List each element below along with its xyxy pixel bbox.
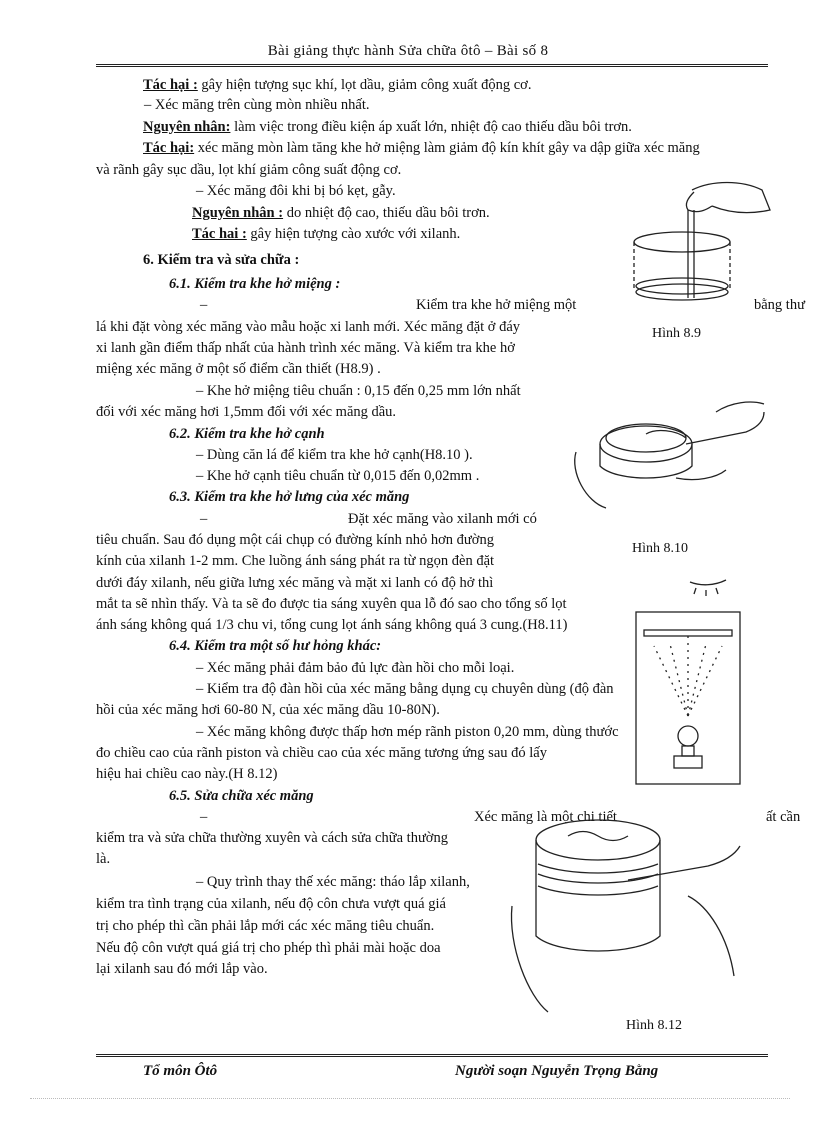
text-line: Nguyên nhân: làm việc trong điều kiện áp xuất lớn, nhiệt độ cao thiếu dầu bôi trơn. <box>143 119 632 135</box>
text-line: hồi của xéc măng hơi 60-80 N, của xéc măng dầu 10-80N). <box>96 702 440 718</box>
text-line: Đặt xéc măng vào xilanh mới có <box>348 511 537 527</box>
text-line: dưới đáy xilanh, nếu giữa lưng xéc măng và mặt xi lanh có độ hở thì <box>96 575 494 591</box>
text-line: kiểm tra tình trạng của xilanh, nếu độ côn chưa vượt quá giá <box>96 896 446 912</box>
text-line: miệng xéc măng ở một số điểm cần thiết (H8.9) . <box>96 361 381 377</box>
section-heading: 6. Kiểm tra và sửa chữa : <box>143 252 300 268</box>
text-line: trị cho phép thì cần phải lắp mới các xéc măng tiêu chuẩn. <box>96 918 435 934</box>
text-line: là. <box>96 851 111 867</box>
text-line: hiệu hai chiều cao này.(H 8.12) <box>96 766 278 782</box>
footer-rule <box>96 1054 768 1057</box>
text-line: ánh sáng không quá 1/3 chu vi, tổng cung lọt ánh sáng không quá 3 cung.(H8.11) <box>96 617 568 633</box>
text-line: kiểm tra và sửa chữa thường xuyên và cách sửa chữa thường <box>96 830 448 846</box>
text-line: – Xéc măng không được thấp hơn mép rãnh piston 0,20 mm, dùng thước <box>196 724 619 740</box>
text-line: lại xilanh sau đó mới lắp vào. <box>96 961 268 977</box>
footer-right: Người soạn Nguyễn Trọng Bằng <box>455 1063 659 1079</box>
text-line: xi lanh gần điểm thấp nhất của hành trình xéc măng. Và kiểm tra khe hở <box>96 340 515 356</box>
text-line: mắt ta sẽ nhìn thấy. Và ta sẽ đo được tia sáng xuyên qua lỗ đó sao cho tổng số lọt <box>96 596 567 612</box>
text-line: – Dùng căn lá để kiểm tra khe hở cạnh(H8.10 ). <box>196 447 473 463</box>
section-heading: 6.3. Kiểm tra khe hở lưng của xéc măng <box>169 489 410 505</box>
text-line: Tác hai : gây hiện tượng cào xước với xilanh. <box>192 226 461 242</box>
dash: – <box>200 511 208 527</box>
footer-left: Tổ môn Ôtô <box>143 1063 218 1079</box>
text-line: đối với xéc măng hơi 1,5mm đối với xéc măng dầu. <box>96 404 397 420</box>
figure-caption: Hình 8.10 <box>632 541 688 556</box>
text-line: – Khe hở cạnh tiêu chuẩn từ 0,015 đến 0,02mm . <box>196 468 480 484</box>
section-heading: 6.2. Kiểm tra khe hở cạnh <box>169 426 325 442</box>
text-line: kính của xilanh 1-2 mm. Che luồng ánh sáng phát ra từ ngọn đèn đặt <box>96 553 495 569</box>
dash: – <box>200 809 208 825</box>
text-line: Tác hại: xéc măng mòn làm tăng khe hở miệng làm giảm độ kín khít gây va dập giữa xéc măng <box>143 140 700 156</box>
figure-caption: Hình 8.9 <box>652 326 701 341</box>
page-bottom-border <box>30 1098 790 1099</box>
figure-caption: Hình 8.12 <box>626 1018 682 1033</box>
text-line: lá khi đặt vòng xéc măng vào mẫu hoặc xi lanh mới. Xéc măng đặt ở đáy <box>96 319 521 335</box>
figure-light-gap-illustration <box>630 566 750 786</box>
figure-piston-check-illustration <box>508 806 744 1016</box>
text-line: đo chiều cao của rãnh piston và chiều cao của xéc măng tương ứng sau đó lấy <box>96 745 547 761</box>
text-line: Xéc măng là một chi tiết <box>474 809 617 825</box>
text-line: Kiểm tra khe hở miệng một <box>416 297 577 313</box>
text-line: và rãnh gây sục dầu, lọt khí giảm công suất động cơ. <box>96 162 402 178</box>
text-line: – Kiểm tra độ đàn hồi của xéc măng bằng dụng cụ chuyên dùng (độ đàn <box>196 681 614 697</box>
text-line: – Xéc măng trên cùng mòn nhiều nhất. <box>144 97 370 113</box>
text-line: – Khe hở miệng tiêu chuẩn : 0,15 đến 0,25 mm lớn nhất <box>196 383 521 399</box>
text-line: Nếu độ côn vượt quá giá trị cho phép thì phải mài hoặc doa <box>96 940 441 956</box>
page-header-title: Bài giảng thực hành Sửa chữa ôtô – Bài số 8 <box>267 43 549 59</box>
text-line: – Xéc măng phải đảm bảo đủ lực đàn hồi cho mỗi loại. <box>196 660 515 676</box>
text-line: Tác hại : gây hiện tượng sục khí, lọt dầu, giảm công xuất động cơ. <box>143 77 532 93</box>
section-heading: 6.4. Kiểm tra một số hư hỏng khác: <box>169 638 382 654</box>
figure-ring-gap-illustration <box>622 180 772 310</box>
dash: – <box>200 297 208 313</box>
text-line: bằng thư <box>754 297 805 313</box>
section-heading: 6.5. Sửa chữa xéc măng <box>169 788 314 804</box>
text-line: tiêu chuẩn. Sau đó dụng một cái chụp có đường kính nhỏ hơn đường <box>96 532 494 548</box>
text-line: – Xéc măng đôi khi bị bó kẹt, gẫy. <box>196 183 396 199</box>
text-line: ất cần <box>766 809 801 825</box>
header-rule <box>96 64 768 67</box>
section-heading: 6.1. Kiểm tra khe hở miệng : <box>169 276 341 292</box>
figure-side-clearance-illustration <box>566 382 766 522</box>
text-line: Nguyên nhân : do nhiệt độ cao, thiếu dầu bôi trơn. <box>192 205 490 221</box>
text-line: – Quy trình thay thế xéc măng: tháo lắp xilanh, <box>196 874 470 890</box>
